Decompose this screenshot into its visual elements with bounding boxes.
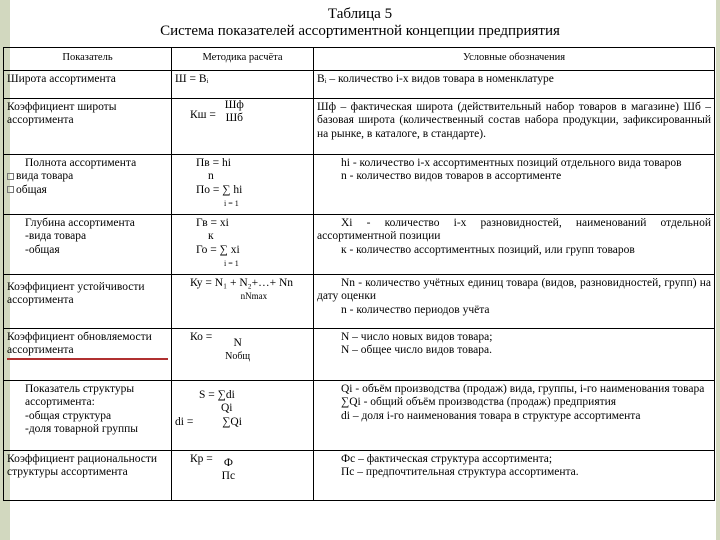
notation-line: n - количество видов товаров в ассортименте [341,170,562,182]
notation-cell [314,380,715,450]
formula-part: ∑Qi [222,415,242,428]
table-number: Таблица 5 [327,6,393,22]
formula-prefix: Кр = [190,452,213,465]
formula-part: di = [175,415,194,428]
method-cell [172,328,314,380]
indicators-table [3,47,715,501]
method-cell [172,154,314,214]
bullet-box-icon [7,173,14,180]
notation-cell: Bᵢ – количество i-х видов товара в номенклатуре [314,70,715,98]
table-row [4,214,715,274]
header-method: Методика расчёта [172,48,314,71]
indicator-cell [4,214,172,274]
indicator-cell: Коэффициент широты ассортимента [4,98,172,154]
indicator-item: общая [16,183,47,196]
indicator-title: Показатель структуры ассортимента: [25,382,135,408]
notation-line: Nn - количество учётных единиц товара (видов, разновидностей, групп) на дату оценки [317,276,711,302]
fraction-numerator: N₁ + N₂+…+ Nn [214,276,294,289]
notation-line: Фс – фактическая структура ассортимента; [341,452,553,465]
notation-line: N – общее число видов товара. [341,344,492,356]
formula-line: n [208,170,214,182]
table-row [4,274,715,328]
fraction-numerator: N [233,336,242,349]
formula-line: i = 1 [224,259,239,268]
method-cell [172,450,314,500]
table-row [4,70,715,98]
fraction-denominator: nNmax [240,291,268,301]
indicator-label-underlined: Коэффициент обновляемости ассортимента [7,331,168,360]
right-decorative-bar [716,0,720,540]
notation-cell: Шф – фактическая широта (действительный набор товаров в магазине) Шб – базовая широта (количественный состав набора продукции, зафиксированный на рынке, в каталоге, в стандарте). [314,98,715,154]
formula-fraction [222,457,235,484]
fraction-denominator: Пс [221,470,236,482]
formula-prefix: Ко = [190,330,213,343]
header-notation: Условные обозначения [314,48,715,71]
table-row [4,154,715,214]
table-row [4,450,715,500]
notation-line: к - количество ассортиментных позиций, или групп товаров [341,243,635,256]
bullet-box-icon [7,186,14,193]
indicator-title: Глубина ассортимента [25,216,135,229]
notation-cell [314,214,715,274]
notation-cell [314,154,715,214]
header-indicator: Показатель [4,48,172,71]
indicator-cell: Коэффициент рациональности структуры ассортимента [4,450,172,500]
fraction-denominator: Шб [225,112,244,124]
formula-line: Пв = hi [196,156,231,169]
fraction-denominator: Nобщ [225,351,251,362]
method-cell [172,380,314,450]
formula-line: i = 1 [224,199,239,208]
table-title: Система показателей ассортиментной концепции предприятия [160,23,560,39]
indicator-cell: Широта ассортимента [4,70,172,98]
notation-line: n - количество периодов учёта [341,303,490,316]
notation-line: Qi - объём производства (продаж) вида, группы, i-го наименования товара [341,382,705,395]
formula-line: Го = ∑ xi [196,243,240,256]
formula-line [175,416,310,430]
formula-fraction [225,337,250,364]
table-caption [0,6,720,40]
formula-line: к [208,230,214,242]
indicator-cell [4,328,172,380]
indicator-item: вида товара [16,170,74,182]
table-row [4,328,715,380]
indicator-cell: Коэффициент устойчивости ассортимента [4,274,172,328]
formula-line: Qi [221,402,233,414]
notation-line: Пс – предпочтительная структура ассортимента. [341,466,579,478]
indicator-item: -доля товарной группы [25,423,138,435]
table-row [4,98,715,154]
indicator-item: -общая [25,243,60,256]
indicator-item: -вида товара [25,230,87,242]
method-cell [172,214,314,274]
method-cell: Ш = Bᵢ [172,70,314,98]
indicator-cell [4,154,172,214]
fraction-numerator: Ф [223,456,233,469]
formula-fraction [215,277,293,304]
notation-cell [314,450,715,500]
formula-line: S = ∑di [199,388,235,401]
table-header-row [4,48,715,71]
fraction-numerator: Шф [224,98,244,111]
method-cell [172,98,314,154]
notation-cell [314,328,715,380]
notation-line: ∑Qi - общий объём производства (продаж) предприятия [341,396,617,408]
formula-prefix: Кш = [190,108,216,121]
formula-line: По = ∑ hi [196,183,243,196]
notation-line: N – число новых видов товара; [341,330,493,343]
formula-fraction [225,99,244,126]
method-cell [172,274,314,328]
notation-line: di – доля i-го наименования товара в структуре ассортимента [341,409,641,422]
indicator-title: Полнота ассортимента [25,156,137,169]
formula-prefix: Ку = [190,276,212,289]
notation-cell [314,274,715,328]
notation-line: Xi - количество i-х разновидностей, наименований отдельной ассортиментной позиции [317,216,711,242]
notation-line: hi - количество i-х ассортиментных позиций отдельного вида товаров [341,156,682,169]
indicator-item: -общая структура [25,409,112,422]
indicator-cell [4,380,172,450]
formula-line: Гв = xi [196,216,229,229]
table-row [4,380,715,450]
